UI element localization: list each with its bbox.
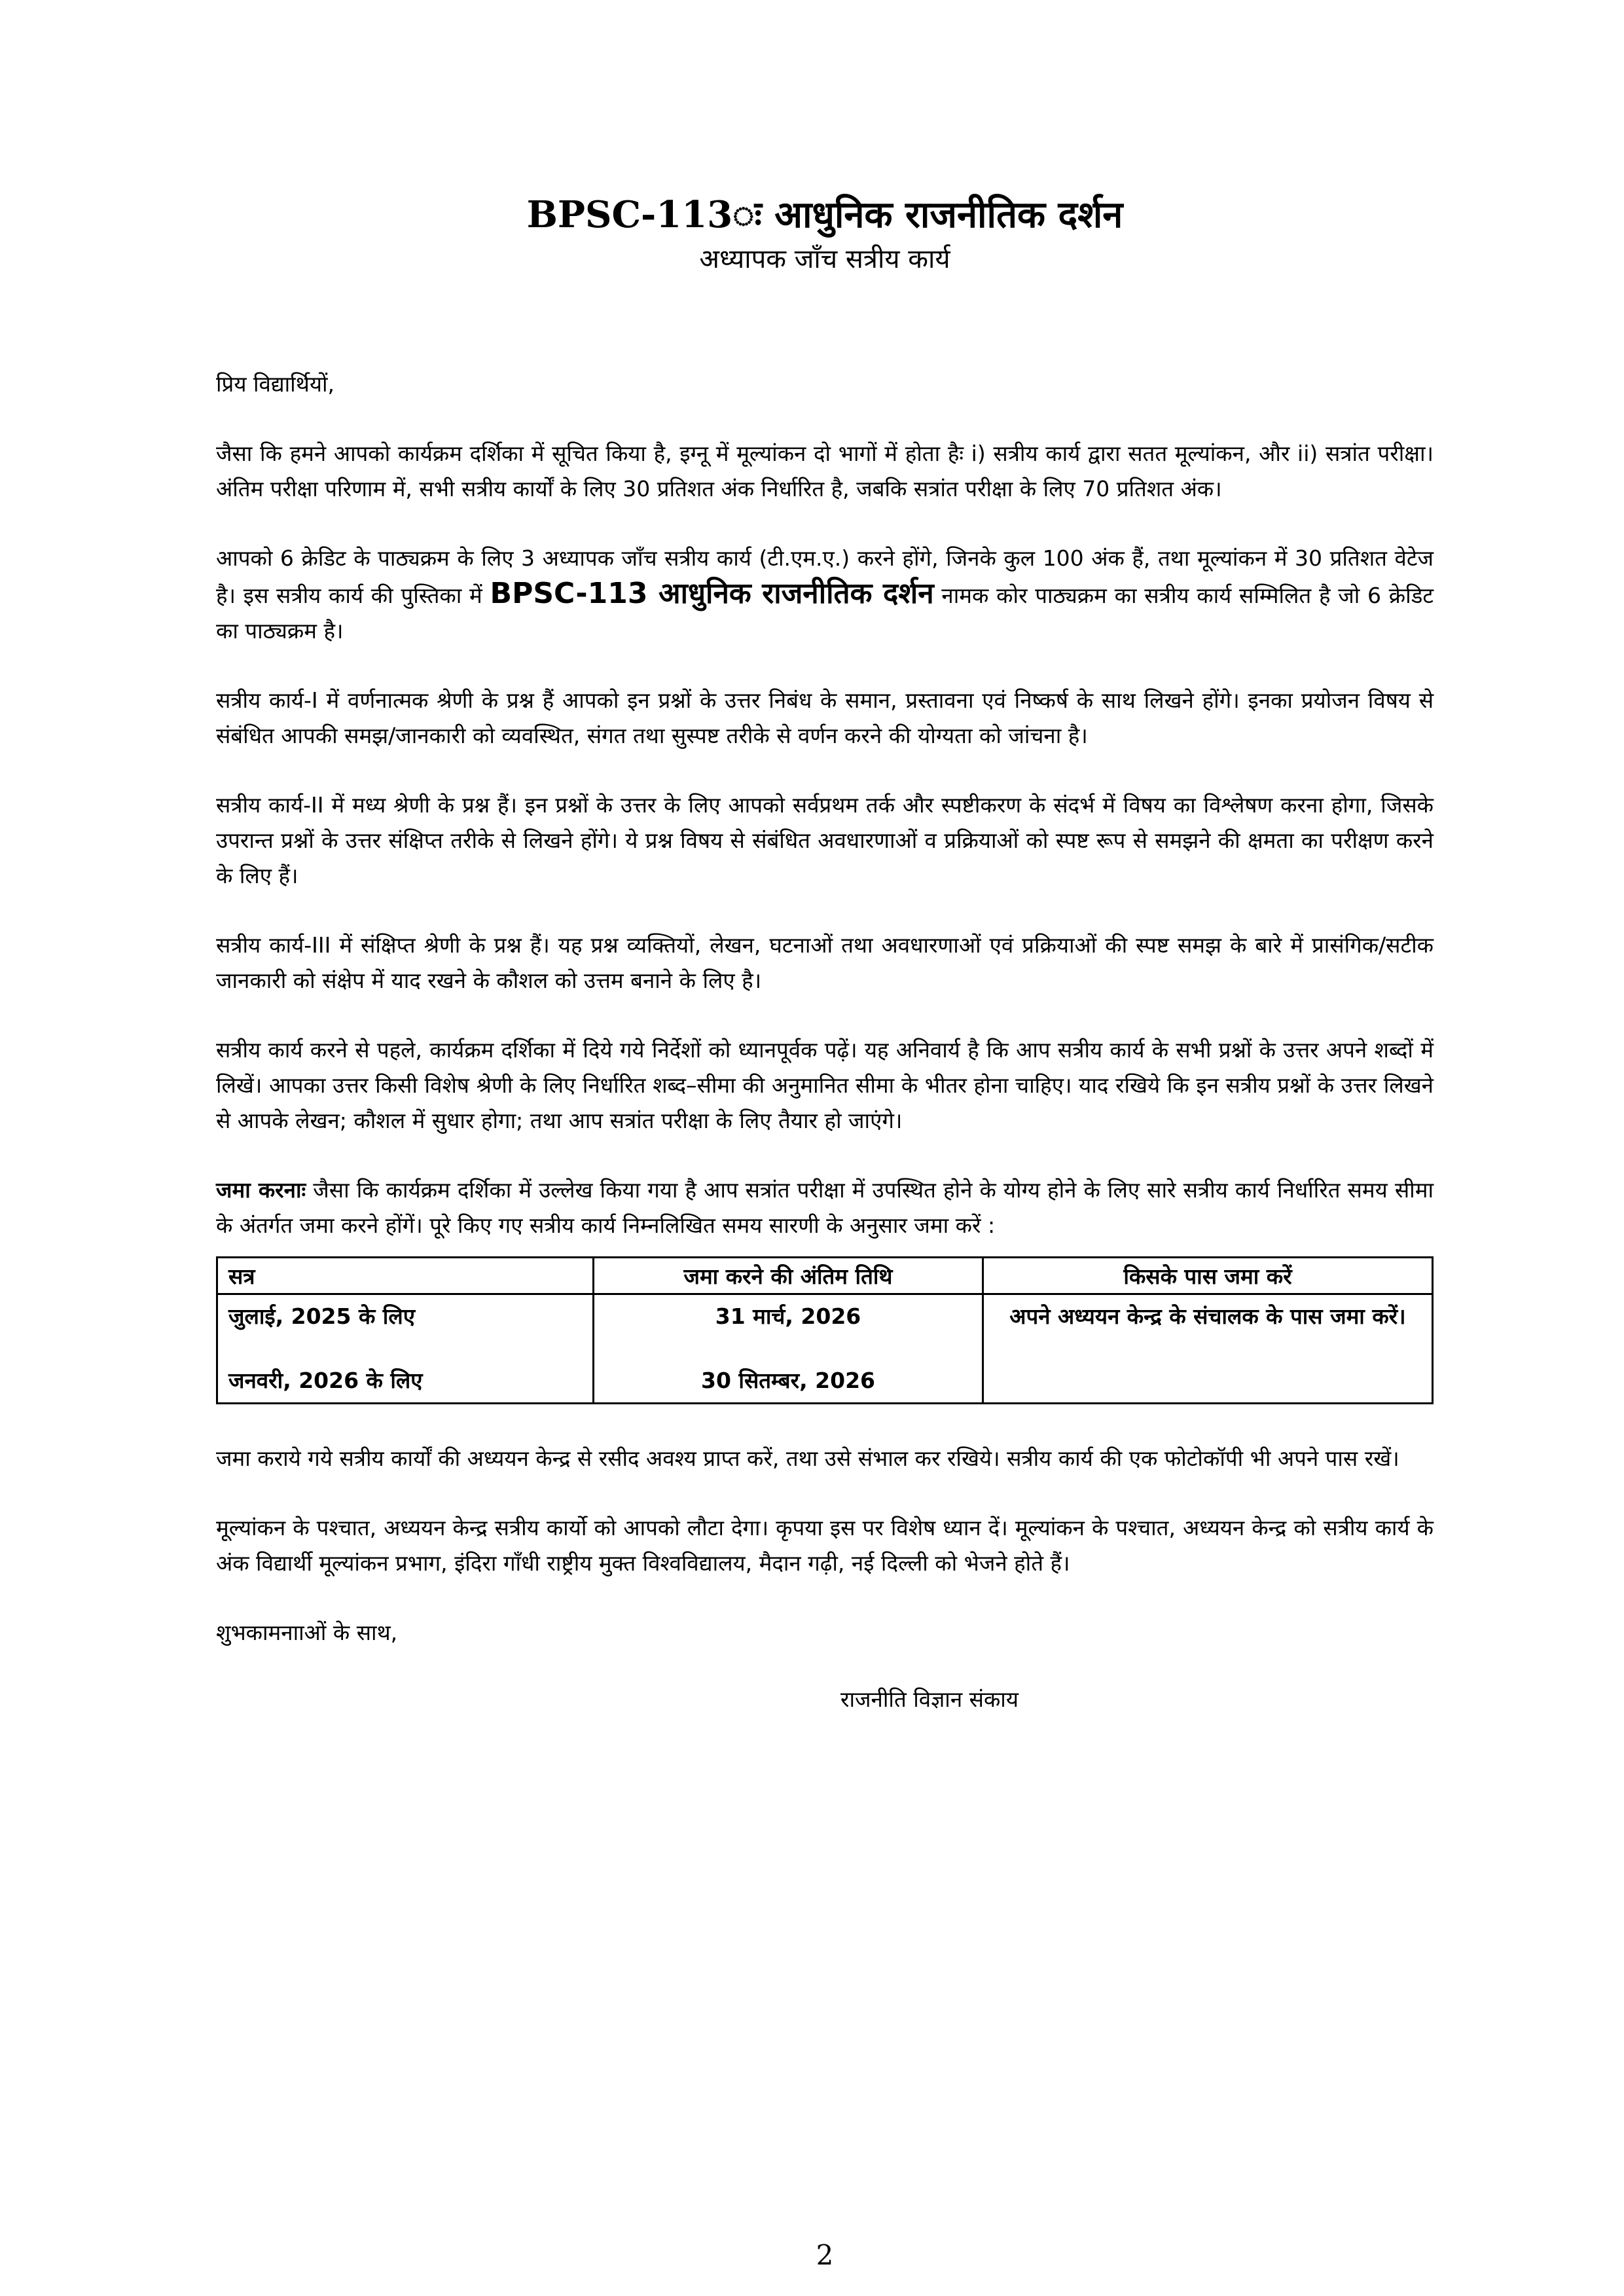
submission-schedule-table <box>216 1256 1434 1404</box>
submission-label: जमा करनाः <box>216 1177 306 1203</box>
course-name: BPSC-113 आधुनिक राजनीतिक दर्शन <box>490 577 934 610</box>
session-july-2025: जुलाई, 2025 के लिए <box>228 1303 415 1329</box>
document-subtitle: अध्यापक जाँच सत्रीय कार्य <box>699 244 950 274</box>
table-header-row <box>217 1258 1433 1294</box>
column-header-submit-to: किसके पास जमा करें <box>983 1258 1433 1294</box>
paragraph-credits <box>216 541 1434 649</box>
submission-text: जैसा कि कार्यक्रम दर्शिका में उल्लेख किया गया है आप सत्रांत परीक्षा में उपस्थित होने के योग्य होने के लिए सारे सत्रीय कार्य निर्धारित समय सीमा के अंतर्गत जमा करने होंगें। पूरे किए गए सत्रीय कार्य निम्नलिखित समय सारणी के अनुसार जमा करें : <box>216 1177 1434 1238</box>
paragraph-assignment-1: सत्रीय कार्य-I में वर्णनात्मक श्रेणी के प्रश्न हैं आपको इन प्रश्नों के उत्तर निबंध के समान, प्रस्तावना एवं निष्कर्ष के साथ लिखने होंगे। इनका प्रयोजन विषय से संबंधित आपकी समझ/जानकारी को व्यवस्थित, संगत तथा सुस्पष्ट तरीके से वर्णन करने की योग्यता को जांचना है। <box>216 687 1434 748</box>
document-page <box>216 0 1434 2296</box>
column-header-session: सत्र <box>217 1258 594 1294</box>
greeting: प्रिय विद्यार्थियों, <box>216 371 334 397</box>
submit-to-cell <box>983 1294 1433 1404</box>
faculty-signature: राजनीति विज्ञान संकाय <box>840 1686 1019 1712</box>
document-title: BPSC-113ः आधुनिक राजनीतिक दर्शन <box>526 193 1123 236</box>
credits-text-1: आपको 6 क्रेडिट के पाठ्यक्रम के लिए 3 अध्यापक जाँच सत्रीय कार्य (टी.एम.ए.) करने होंगे, जिनके कुल 100 अंक हैं, तथा मूल्यांकन में 30 प्रतिशत वेटेज है। इस सत्रीय कार्य की पुस्तिका में <box>216 545 1434 608</box>
page-number: 2 <box>816 2239 834 2271</box>
paragraph-evaluation: जैसा कि हमने आपको कार्यक्रम दर्शिका में सूचित किया है, इग्नू में मूल्यांकन दो भागों में होता हैः i) सत्रीय कार्य द्वारा सतत मूल्यांकन, और ii) सत्रांत परीक्षा। अंतिम परीक्षा परिणाम में, सभी सत्रीय कार्यों के लिए 30 प्रतिशत अंक निर्धारित है, जबकि सत्रांत परीक्षा के लिए 70 प्रतिशत अंक। <box>216 441 1434 501</box>
header <box>216 190 1434 279</box>
closing: शुभकामनााओं के साथ, <box>216 1620 398 1645</box>
paragraph-submission <box>216 1173 1434 1243</box>
deadline-cell <box>594 1294 983 1404</box>
letter-body <box>216 367 1434 1717</box>
session-cell <box>217 1294 594 1404</box>
paragraph-assignment-2: सत्रीय कार्य-II में मध्य श्रेणी के प्रश्न हैं। इन प्रश्नों के उत्तर के लिए आपको सर्वप्रथम तर्क और स्पष्टीकरण के संदर्भ में विषय का विश्लेषण करना होगा, जिसके उपरान्त प्रश्नों के उत्तर संक्षिप्त तरीके से लिखने होंगे। ये प्रश्न विषय से संबंधित अवधारणाओं व प्रक्रियाओं को स्पष्ट रूप से समझने की क्षमता का परीक्षण करने के लिए हैं। <box>216 792 1434 888</box>
paragraph-receipt: जमा कराये गये सत्रीय कार्यों की अध्ययन केन्द्र से रसीद अवश्य प्राप्त करें, तथा उसे संभाल कर रखिये। सत्रीय कार्य की एक फोटोकॉपी भी अपने पास रखें। <box>216 1446 1399 1471</box>
credits-text-2: नामक कोर पाठ्यक्रम का सत्रीय कार्य सम्मिलित है जो 6 क्रेडिट का पाठ्यक्रम है। <box>216 583 1434 644</box>
table-row <box>217 1294 1433 1404</box>
paragraph-instructions: सत्रीय कार्य करने से पहले, कार्यक्रम दर्शिका में दिये गये निर्देशों को ध्यानपूर्वक पढ़ें। यह अनिवार्य है कि आप सत्रीय कार्य के सभी प्रश्नों के उत्तर अपने शब्दों में लिखें। आपका उत्तर किसी विशेष श्रेणी के लिए निर्धारित शब्द–सीमा की अनुमानित सीमा के भीतर होना चाहिए। याद रखिये कि इन सत्रीय प्रश्नों के उत्तर लिखने से आपके लेखन; कौशल में सुधार होगा; तथा आप सत्रांत परीक्षा के लिए तैयार हो जाएंगे। <box>216 1037 1434 1133</box>
deadline-january-2026: 30 सितम्बर, 2026 <box>700 1368 875 1393</box>
column-header-deadline: जमा करने की अंतिम तिथि <box>594 1258 983 1294</box>
session-january-2026: जनवरी, 2026 के लिए <box>228 1368 423 1393</box>
paragraph-assignment-3: सत्रीय कार्य-III में संक्षिप्त श्रेणी के प्रश्न हैं। यह प्रश्न व्यक्तियों, लेखन, घटनाओं तथा अवधारणाओं एवं प्रक्रियाओं की स्पष्ट समझ के बारे में प्रासंगिक/सटीक जानकारी को संक्षेप में याद रखने के कौशल को उत्तम बनाने के लिए है। <box>216 932 1434 993</box>
submit-to-text: अपने अध्ययन केन्द्र के संचालक के पास जमा करें। <box>1009 1303 1406 1329</box>
paragraph-return: मूल्यांकन के पश्चात, अध्ययन केन्द्र सत्रीय कार्यो को आपको लौटा देगा। कृपया इस पर विशेष ध्यान दें। मूल्यांकन के पश्चात, अध्ययन केन्द्र को सत्रीय कार्य के अंक विद्यार्थी मूल्यांकन प्रभाग, इंदिरा गाँधी राष्ट्रीय मुक्त विश्वविद्यालय, मैदान गढ़ी, नई दिल्ली को भेजने होते हैं। <box>216 1515 1434 1576</box>
deadline-july-2025: 31 मार्च, 2026 <box>715 1303 861 1329</box>
